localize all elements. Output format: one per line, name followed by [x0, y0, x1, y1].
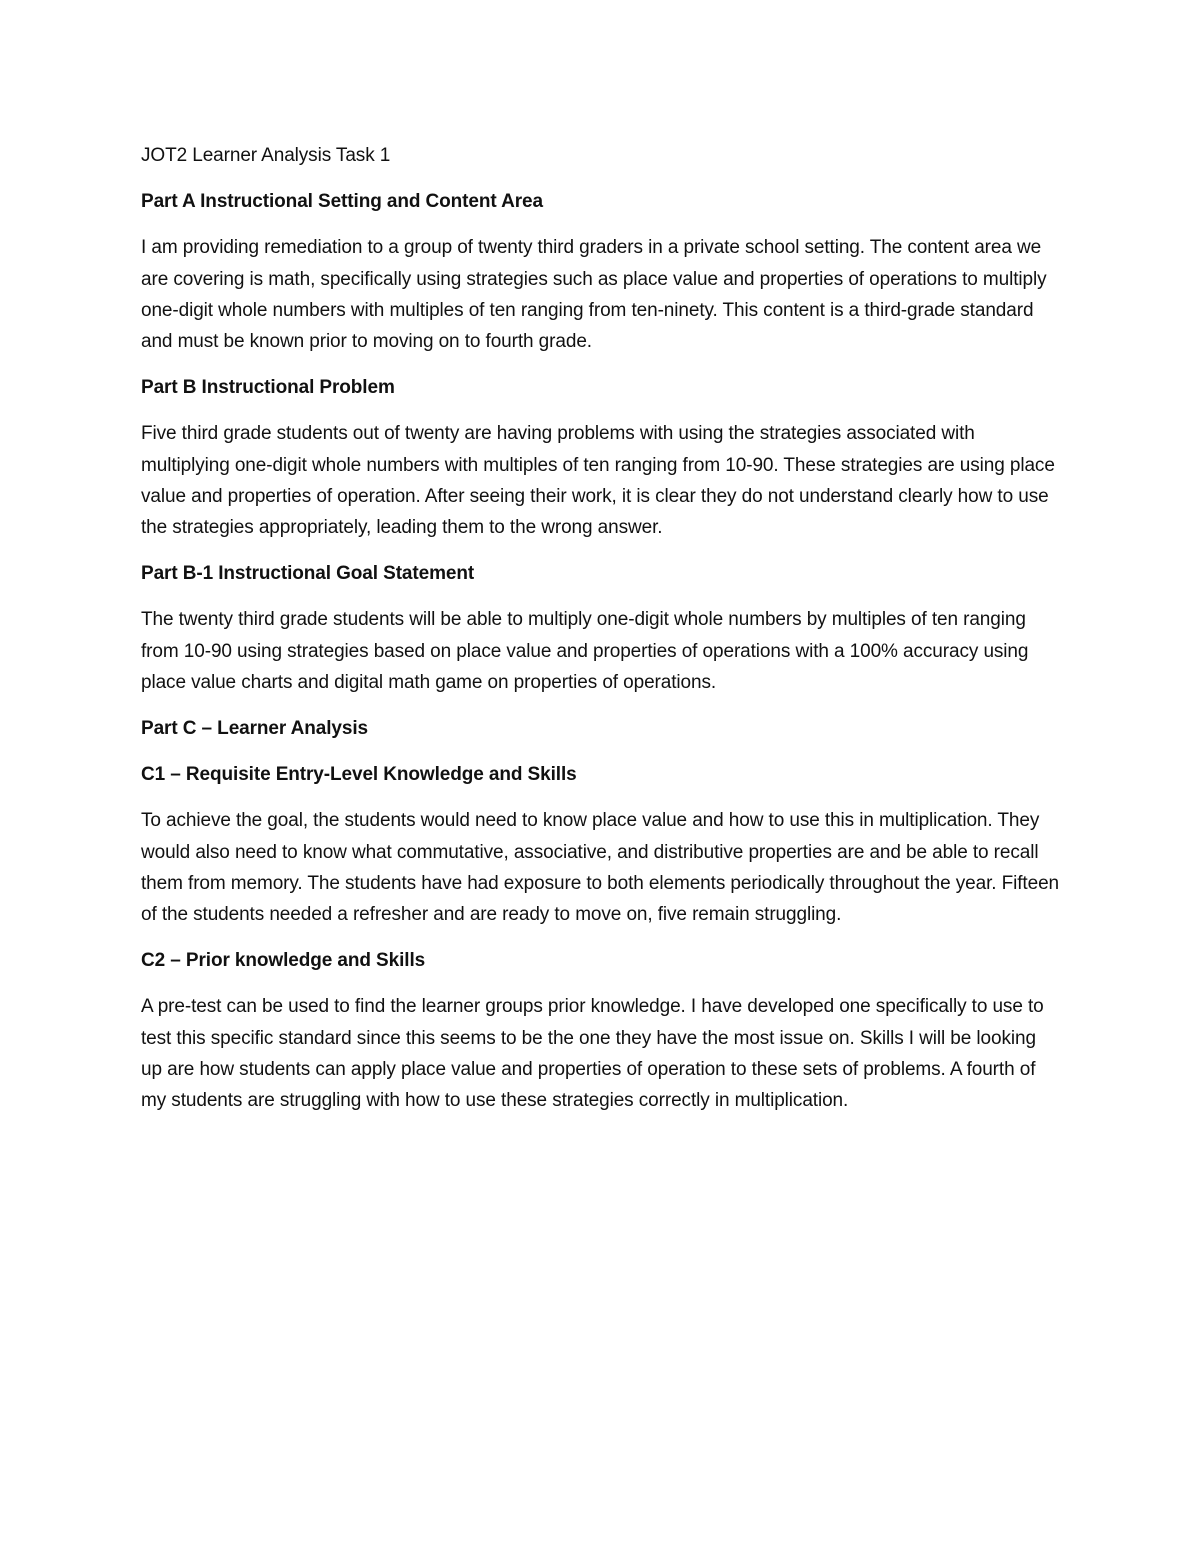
part-b-body: Five third grade students out of twenty are having problems with using the strategies associated with multiplying one-digit whole numbers with multiples of ten ranging from 10-90. These strategies are using place value and properties of operation. After seeing their work, it is clear they do not understand clearly how to use the strategies appropriately, leading them to the wrong answer. [141, 423, 1055, 539]
part-b-heading: Part B Instructional Problem [141, 377, 395, 399]
document-content [141, 140, 1061, 1131]
part-c-heading: Part C – Learner Analysis [141, 718, 369, 740]
part-a-body: I am providing remediation to a group of twenty third graders in a private school setting. The content area we are covering is math, specifically using strategies such as place value and properties of operations to multiply one-digit whole numbers with multiples of ten ranging from ten-ninety. This content is a third-grade standard and must be known prior to moving on to fourth grade. [141, 237, 1047, 353]
c1-heading: C1 – Requisite Entry-Level Knowledge and Skills [141, 764, 577, 786]
c2-heading: C2 – Prior knowledge and Skills [141, 950, 426, 972]
document-title: JOT2 Learner Analysis Task 1 [141, 145, 391, 166]
c2-body: A pre-test can be used to find the learner groups prior knowledge. I have developed one specifically to use to test this specific standard since this seems to be the one they have the most issue on. Skills I will be looking up are how students can apply place value and properties of operation to these sets of problems. A fourth of my students are struggling with how to use these strategies correctly in multiplication. [141, 996, 1044, 1112]
part-a-heading: Part A Instructional Setting and Content Area [141, 191, 543, 213]
part-b1-heading: Part B-1 Instructional Goal Statement [141, 563, 475, 585]
c1-body: To achieve the goal, the students would need to know place value and how to use this in multiplication. They would also need to know what commutative, associative, and distributive properties are and be able to recall them from memory. The students have had exposure to both elements periodically throughout the year. Fifteen of the students needed a refresher and are ready to move on, five remain struggling. [141, 810, 1060, 926]
part-b1-body: The twenty third grade students will be able to multiply one-digit whole numbers by multiples of ten ranging from 10-90 using strategies based on place value and properties of operations with a 100% accuracy using place value charts and digital math game on properties of operations. [141, 609, 1029, 693]
